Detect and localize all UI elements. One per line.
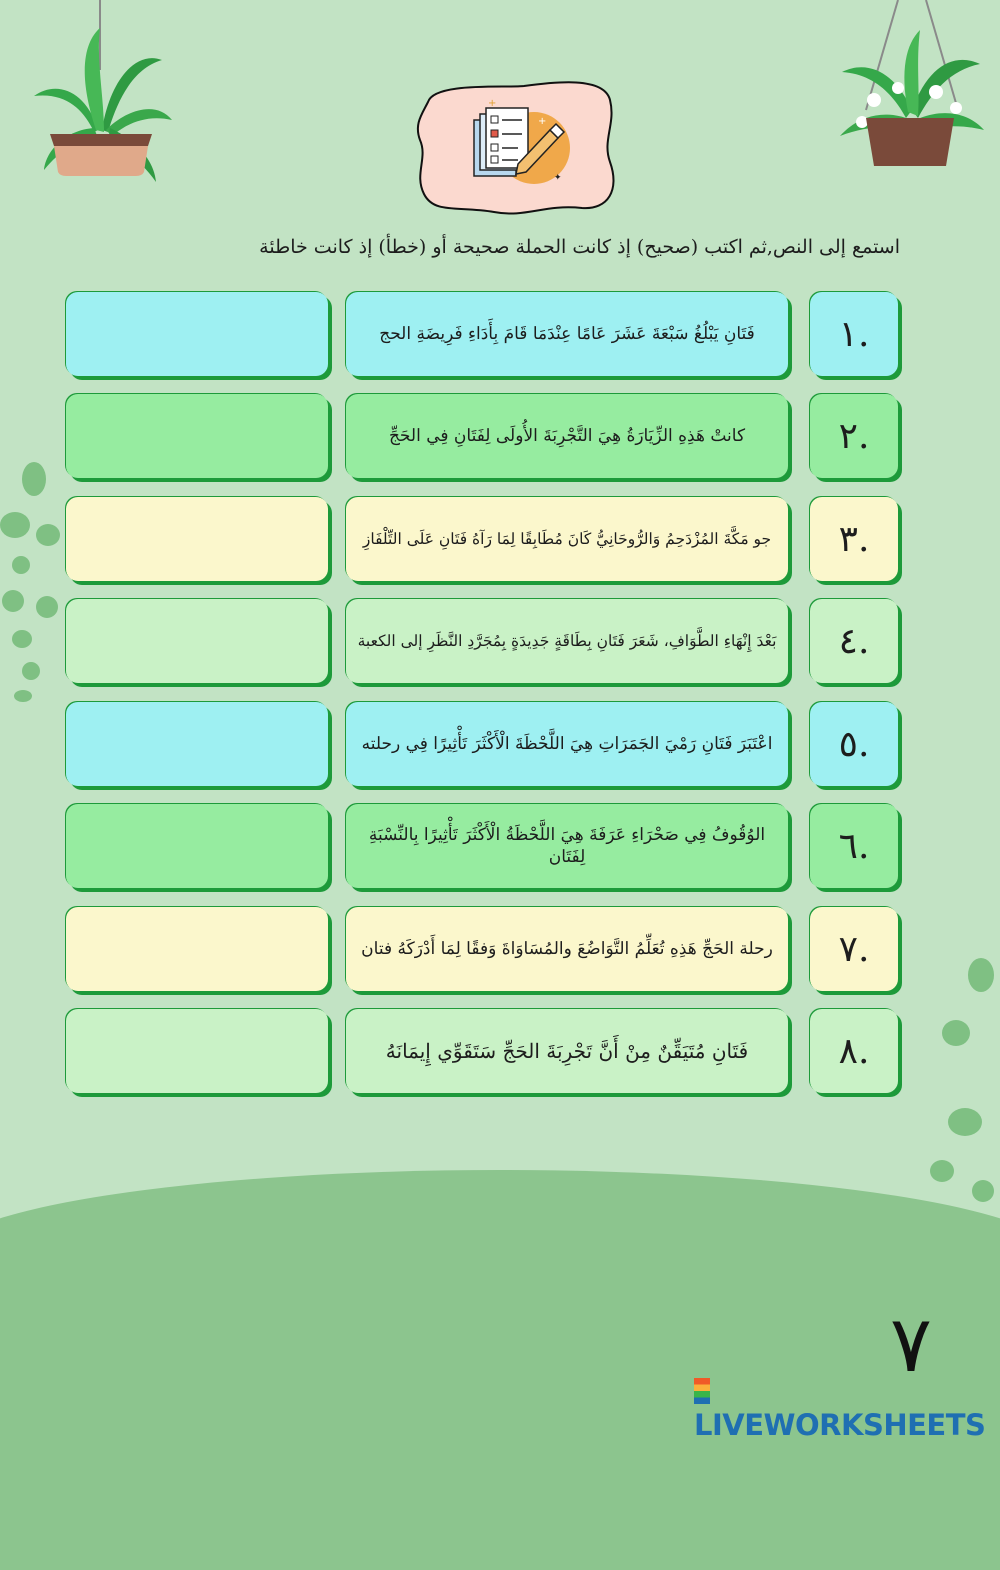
question-number: .٤ xyxy=(810,599,898,683)
statement-text: بَعْدَ إِنْهَاءِ الطَّوَافِ، شَعَرَ فَتَانِ بِطَاقَةٍ جَدِيدَةٍ بِمُجَرَّدِ النَّظَرِ إلى الكعبة xyxy=(346,599,788,683)
decor-blob xyxy=(972,1180,994,1202)
question-row xyxy=(0,292,1000,380)
liveworksheets-logo[interactable] xyxy=(694,1374,1000,1442)
question-number: .٧ xyxy=(810,907,898,991)
hanging-plant-left-icon xyxy=(26,0,176,185)
question-row xyxy=(0,394,1000,482)
answer-box[interactable] xyxy=(66,292,328,376)
question-row xyxy=(0,497,1000,585)
question-number: .١ xyxy=(810,292,898,376)
decor-blob xyxy=(930,1160,954,1182)
question-row xyxy=(0,702,1000,790)
question-number: .٣ xyxy=(810,497,898,581)
question-row xyxy=(0,1009,1000,1097)
statement-text: فَتَانِ يَبْلُغُ سَبْعَةَ عَشَرَ عَامًا عِنْدَمَا قَامَ بِأَدَاءِ فَرِيضَةِ الحج xyxy=(346,292,788,376)
answer-box[interactable] xyxy=(66,907,328,991)
decor-blob xyxy=(948,1108,982,1136)
question-number: .٦ xyxy=(810,804,898,888)
answer-box[interactable] xyxy=(66,1009,328,1093)
answer-box[interactable] xyxy=(66,394,328,478)
statement-text: الوُقُوفُ فِي صَحْرَاءِ عَرَفَةَ هِيَ اللَّحْظَةُ الْأَكْثَرَ تَأْثِيرًا بِالنِّسْبَةِ لِفَتَان xyxy=(346,804,788,888)
statement-text: كانتْ هَذِهِ الزِّيَارَةُ هِيَ التَّجْرِبَةَ الأُولَى لِفَتَانِ فِي الحَجِّ xyxy=(346,394,788,478)
statement-text: رحلة الحَجِّ هَذِهِ تُعَلِّمُ التَّوَاضُعَ والمُسَاوَاةَ وَفقًا لِمَا أَدْرَكَهُ فتان xyxy=(346,907,788,991)
brand-text: LIVEWORKSHEETS xyxy=(694,1408,986,1442)
page-number: ٧ xyxy=(890,1300,932,1390)
answer-box[interactable] xyxy=(66,702,328,786)
hanging-plant-right-icon xyxy=(836,0,986,175)
svg-text:+: + xyxy=(538,116,547,127)
question-number: .٥ xyxy=(810,702,898,786)
answer-box[interactable] xyxy=(66,599,328,683)
decor-blob xyxy=(14,690,32,702)
answer-box[interactable] xyxy=(66,804,328,888)
question-number: .٨ xyxy=(810,1009,898,1093)
statement-text: جو مَكَّةَ المُزْدَحِمُ وَالرُّوحَانِيُّ كَانَ مُطَابِقًا لِمَا رَآهُ فَتَانِ عَلَى التِّلْفَازِ xyxy=(346,497,788,581)
statement-text: فَتَانِ مُتَيَقِّنٌ مِنْ أَنَّ تَجْرِبَةَ الحَجِّ سَتَقَوِّي إِيمَانَهُ xyxy=(346,1009,788,1093)
instruction-text: استمع إلى النص,ثم اكتب (صحيح) إذ كانت الحملة صحيحة أو (خطأ) إذ كانت خاطئة xyxy=(259,236,900,258)
question-number: .٢ xyxy=(810,394,898,478)
answer-box[interactable] xyxy=(66,497,328,581)
question-row xyxy=(0,599,1000,687)
background-hill xyxy=(0,1170,1000,1570)
svg-text:✦: ✦ xyxy=(554,173,562,183)
question-row xyxy=(0,907,1000,995)
checklist-header-icon xyxy=(414,80,618,216)
statement-text: اعْتَبَرَ فَتَانِ رَمْيَ الجَمَرَاتِ هِيَ اللَّحْظَةَ الْأَكْثَرَ تَأْثِيرًا فِي رحلته xyxy=(346,702,788,786)
question-row xyxy=(0,804,1000,892)
live-logo-icon xyxy=(694,1378,710,1404)
svg-text:+: + xyxy=(488,98,497,109)
